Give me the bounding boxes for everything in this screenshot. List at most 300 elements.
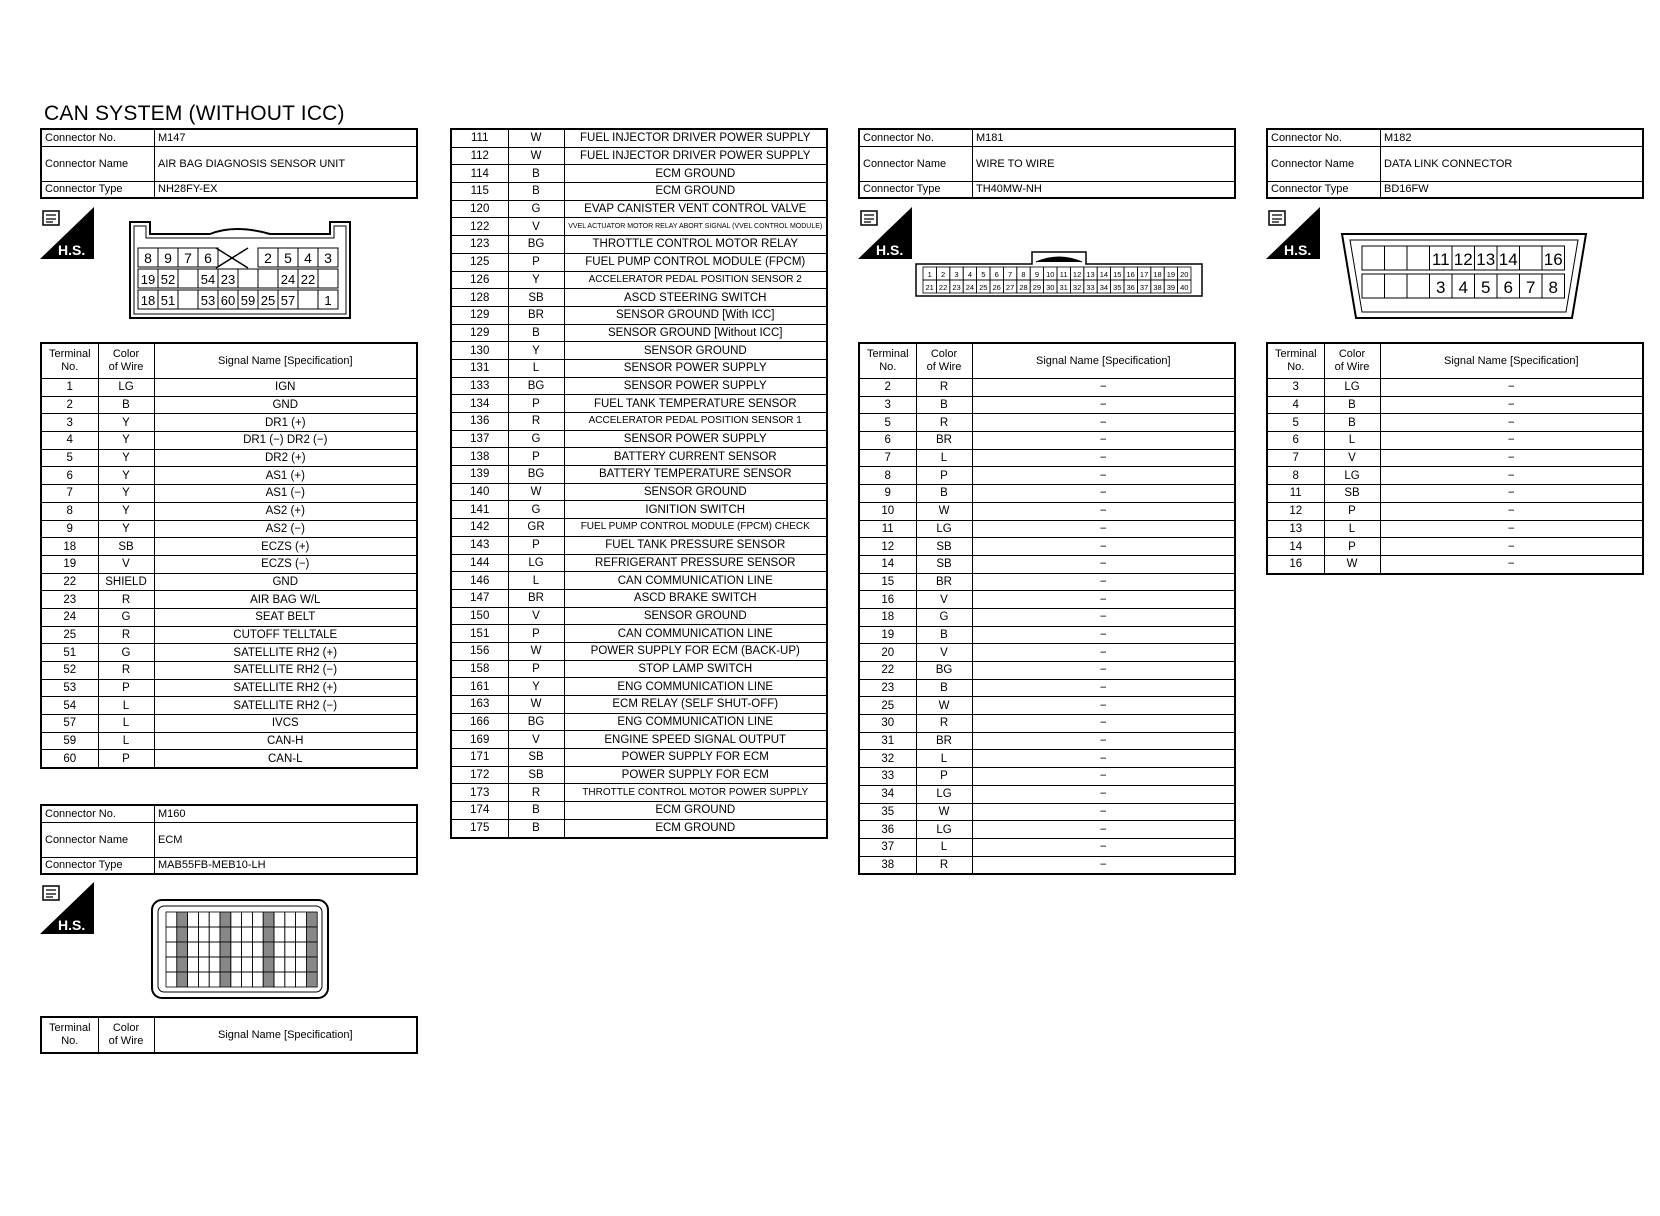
connector-no-value: M147 — [155, 129, 418, 146]
terminal-no-cell: 128 — [451, 289, 508, 307]
signal-name-cell: − — [972, 644, 1235, 662]
signal-name-cell: − — [972, 449, 1235, 467]
hs-icon — [40, 207, 94, 259]
signal-name-cell: BATTERY TEMPERATURE SENSOR — [564, 466, 827, 484]
table-row — [451, 678, 827, 696]
table-row — [451, 324, 827, 342]
wire-color-cell: L — [98, 697, 154, 715]
terminal-no-cell: 7 — [41, 485, 98, 503]
terminal-no-cell: 129 — [451, 324, 508, 342]
table-row — [1267, 414, 1643, 432]
pin-cell — [198, 912, 209, 927]
wire-color-cell: B — [916, 485, 972, 503]
terminal-no-cell: 126 — [451, 271, 508, 289]
terminal-no-cell: 9 — [41, 520, 98, 538]
pin-label: 13 — [1086, 270, 1095, 279]
pin-cell — [198, 942, 209, 957]
signal-name-cell: SENSOR GROUND [Without ICC] — [564, 324, 827, 342]
connector-no-value: M160 — [155, 805, 418, 822]
table-row — [41, 414, 417, 432]
pin-label: 9 — [164, 250, 172, 266]
connector-type-label: Connector Type — [41, 857, 155, 874]
table-row — [41, 520, 417, 538]
hs-label: H.S. — [876, 242, 904, 258]
terminal-no-cell: 12 — [1267, 502, 1324, 520]
pin-label: 60 — [220, 293, 236, 308]
signal-name-cell: − — [1380, 485, 1643, 503]
wire-color-cell: P — [508, 448, 564, 466]
pin-label: 26 — [992, 283, 1001, 292]
pin-cell — [242, 957, 253, 972]
terminal-table-m147 — [40, 342, 418, 769]
wire-color-cell: V — [916, 644, 972, 662]
signal-name-cell: BATTERY CURRENT SENSOR — [564, 448, 827, 466]
wire-color-cell: P — [98, 679, 154, 697]
terminal-no-cell: 33 — [859, 768, 916, 786]
signal-name-cell: ECZS (+) — [154, 538, 417, 556]
terminal-no-cell: 23 — [859, 679, 916, 697]
signal-name-cell: − — [1380, 538, 1643, 556]
pin-label: 8 — [1021, 270, 1026, 279]
table-row — [859, 538, 1235, 556]
wire-color-cell: P — [98, 750, 154, 768]
terminal-no-cell: 136 — [451, 413, 508, 431]
table-row — [1267, 467, 1643, 485]
pin-cell — [220, 942, 231, 957]
pin-label: 31 — [1059, 283, 1068, 292]
wire-color-cell: Y — [508, 678, 564, 696]
pin-cell — [220, 957, 231, 972]
table-row — [859, 379, 1235, 397]
pin-cell — [274, 942, 285, 957]
table-row — [451, 395, 827, 413]
signal-name-cell: − — [972, 396, 1235, 414]
connector-pins — [166, 912, 317, 987]
pin-cell — [1520, 246, 1543, 270]
signal-name-cell: CUTOFF TELLTALE — [154, 626, 417, 644]
table-row — [859, 732, 1235, 750]
pin-label: 13 — [1476, 250, 1496, 269]
pin-label: 25 — [979, 283, 988, 292]
wire-color-cell: Y — [98, 414, 154, 432]
signal-name-cell: SATELLITE RH2 (−) — [154, 697, 417, 715]
signal-name-cell: SENSOR POWER SUPPLY — [564, 359, 827, 377]
signal-name-cell: − — [972, 485, 1235, 503]
terminal-no-cell: 52 — [41, 662, 98, 680]
pin-label: 9 — [1034, 270, 1039, 279]
terminal-no-cell: 20 — [859, 644, 916, 662]
signal-name-cell: − — [972, 538, 1235, 556]
pin-cell — [166, 927, 177, 942]
wire-color-cell: L — [1324, 520, 1380, 538]
pin-cell — [263, 912, 274, 927]
table-row — [451, 466, 827, 484]
pin-cell — [177, 927, 188, 942]
pin-label: 14 — [1498, 250, 1518, 269]
signal-name-cell: THROTTLE CONTROL MOTOR POWER SUPPLY — [564, 784, 827, 802]
pin-label: 11 — [1059, 270, 1068, 279]
terminal-no-header: Terminal No. — [859, 343, 916, 379]
signal-name-cell: SENSOR GROUND — [564, 607, 827, 625]
table-row — [859, 626, 1235, 644]
terminal-no-cell: 37 — [859, 838, 916, 856]
terminal-no-cell: 54 — [41, 697, 98, 715]
wire-color-cell: V — [508, 607, 564, 625]
wire-color-cell: P — [508, 625, 564, 643]
terminal-no-cell: 112 — [451, 147, 508, 165]
terminal-no-cell: 156 — [451, 642, 508, 660]
signal-name-cell: − — [1380, 449, 1643, 467]
signal-name-cell: − — [972, 750, 1235, 768]
terminal-no-cell: 53 — [41, 679, 98, 697]
connector-info-m181 — [858, 128, 1236, 199]
signal-name-cell: SENSOR GROUND [With ICC] — [564, 306, 827, 324]
wire-color-cell: SB — [1324, 485, 1380, 503]
table-row — [859, 715, 1235, 733]
terminal-table-m160 — [450, 128, 828, 839]
pin-cell — [296, 912, 307, 927]
wire-color-cell: Y — [508, 342, 564, 360]
signal-name-cell: − — [1380, 379, 1643, 397]
wire-color-cell: R — [508, 413, 564, 431]
hs-icon — [40, 882, 94, 934]
pin-label: 7 — [184, 250, 192, 266]
signal-name-cell: SEAT BELT — [154, 608, 417, 626]
pin-label: 59 — [240, 293, 256, 308]
table-row — [451, 519, 827, 537]
terminal-no-cell: 175 — [451, 819, 508, 837]
wire-color-cell: L — [916, 750, 972, 768]
pin-label: 10 — [1046, 270, 1055, 279]
connector-name-label: Connector Name — [41, 146, 155, 181]
pin-cell — [274, 972, 285, 987]
wire-color-cell: BR — [916, 573, 972, 591]
signal-name-cell: SENSOR POWER SUPPLY — [564, 430, 827, 448]
terminal-no-cell: 163 — [451, 696, 508, 714]
pin-label: 8 — [1548, 278, 1558, 297]
pin-cell — [166, 942, 177, 957]
table-row — [451, 218, 827, 236]
pin-label: 40 — [1180, 283, 1189, 292]
table-row — [859, 750, 1235, 768]
connector-face-m182 — [1340, 232, 1588, 320]
pin-label: 28 — [1019, 283, 1028, 292]
terminal-no-header: Terminal No. — [1267, 343, 1324, 379]
terminal-no-cell: 4 — [41, 432, 98, 450]
signal-name-cell: AIR BAG W/L — [154, 591, 417, 609]
pin-label: 27 — [1005, 283, 1015, 292]
terminal-no-cell: 146 — [451, 572, 508, 590]
terminal-no-header: Terminal No. — [41, 343, 98, 379]
pin-cell — [263, 957, 274, 972]
wire-color-cell: B — [508, 165, 564, 183]
pin-label: 8 — [144, 250, 152, 266]
terminal-no-cell: 22 — [859, 662, 916, 680]
terminal-no-cell: 32 — [859, 750, 916, 768]
table-row — [859, 644, 1235, 662]
pin-label: 53 — [200, 293, 216, 308]
wire-color-cell: SB — [916, 555, 972, 573]
wire-color-cell: R — [98, 662, 154, 680]
pin-cell — [306, 957, 317, 972]
connector-type-value: NH28FY-EX — [155, 181, 418, 198]
terminal-no-cell: 123 — [451, 236, 508, 254]
signal-name-cell: ECM GROUND — [564, 802, 827, 820]
terminal-no-cell: 166 — [451, 713, 508, 731]
table-row — [859, 414, 1235, 432]
signal-name-cell: − — [1380, 467, 1643, 485]
table-row — [859, 502, 1235, 520]
signal-name-cell: − — [972, 414, 1235, 432]
table-row — [859, 520, 1235, 538]
signal-name-cell: − — [1380, 414, 1643, 432]
pin-cell — [166, 912, 177, 927]
pin-cell — [252, 972, 263, 987]
wire-color-cell: G — [508, 501, 564, 519]
terminal-no-cell: 115 — [451, 183, 508, 201]
signal-name-cell: − — [1380, 520, 1643, 538]
wire-color-cell: LG — [98, 379, 154, 397]
terminal-no-cell: 151 — [451, 625, 508, 643]
wire-color-cell: LG — [1324, 467, 1380, 485]
table-row — [451, 483, 827, 501]
pin-label: 6 — [994, 270, 999, 279]
table-row — [451, 554, 827, 572]
pin-cell — [296, 942, 307, 957]
pin-cell — [209, 972, 220, 987]
pin-cell — [285, 942, 296, 957]
pin-label: 22 — [938, 283, 948, 292]
wire-color-cell: BG — [508, 713, 564, 731]
pin-label: 18 — [1153, 270, 1162, 279]
pin-label: 5 — [981, 270, 986, 279]
signal-name-cell: ENGINE SPEED SIGNAL OUTPUT — [564, 731, 827, 749]
terminal-no-cell: 141 — [451, 501, 508, 519]
table-row — [1267, 555, 1643, 573]
signal-name-cell: ENG COMMUNICATION LINE — [564, 678, 827, 696]
wire-color-cell: LG — [1324, 379, 1380, 397]
signal-name-cell: ENG COMMUNICATION LINE — [564, 713, 827, 731]
wire-color-cell: W — [916, 803, 972, 821]
wire-color-cell: G — [508, 200, 564, 218]
wire-color-cell: R — [916, 414, 972, 432]
connector-name-label: Connector Name — [1267, 146, 1381, 181]
wire-color-cell: P — [508, 536, 564, 554]
terminal-no-cell: 171 — [451, 749, 508, 767]
table-row — [859, 838, 1235, 856]
table-row — [451, 200, 827, 218]
wire-color-cell: P — [916, 768, 972, 786]
table-row — [451, 413, 827, 431]
terminal-no-cell: 57 — [41, 715, 98, 733]
signal-name-cell: POWER SUPPLY FOR ECM — [564, 749, 827, 767]
pin-label: 2 — [264, 250, 272, 266]
wire-color-cell: G — [508, 430, 564, 448]
terminal-no-cell: 25 — [41, 626, 98, 644]
wire-color-cell: SB — [508, 289, 564, 307]
wire-color-cell: B — [916, 396, 972, 414]
table-row — [41, 750, 417, 768]
pin-label: 1 — [324, 293, 332, 308]
pin-cell — [177, 972, 188, 987]
table-row — [451, 129, 827, 147]
signal-name-cell: − — [972, 467, 1235, 485]
pin-cell — [231, 972, 242, 987]
terminal-no-cell: 5 — [859, 414, 916, 432]
wire-color-cell: B — [508, 324, 564, 342]
terminal-no-cell: 19 — [859, 626, 916, 644]
signal-name-cell: − — [1380, 396, 1643, 414]
pin-cell — [1362, 246, 1385, 270]
terminal-no-cell: 38 — [859, 856, 916, 874]
table-row — [859, 396, 1235, 414]
signal-name-cell: GND — [154, 396, 417, 414]
pin-cell — [242, 912, 253, 927]
connector-face-m147 — [128, 220, 352, 320]
terminal-no-cell: 9 — [859, 485, 916, 503]
wire-color-cell: L — [508, 572, 564, 590]
wire-color-cell: P — [1324, 502, 1380, 520]
signal-name-cell: AS1 (+) — [154, 467, 417, 485]
pin-cell — [263, 942, 274, 957]
table-row — [859, 856, 1235, 874]
terminal-no-cell: 11 — [1267, 485, 1324, 503]
pin-label: 6 — [1503, 278, 1513, 297]
terminal-no-cell: 2 — [41, 396, 98, 414]
terminal-no-cell: 24 — [41, 608, 98, 626]
terminal-no-cell: 7 — [859, 449, 916, 467]
table-row — [41, 644, 417, 662]
pin-cell — [231, 957, 242, 972]
wire-color-cell: BR — [916, 432, 972, 450]
connector-name-label: Connector Name — [859, 146, 973, 181]
table-row — [451, 359, 827, 377]
table-row — [451, 430, 827, 448]
table-row — [41, 591, 417, 609]
signal-name-cell: SENSOR POWER SUPPLY — [564, 377, 827, 395]
terminal-no-cell: 11 — [859, 520, 916, 538]
table-row — [451, 784, 827, 802]
terminal-no-cell: 147 — [451, 589, 508, 607]
signal-name-cell: SATELLITE RH2 (−) — [154, 662, 417, 680]
table-row — [451, 236, 827, 254]
terminal-no-cell: 140 — [451, 483, 508, 501]
pin-label: 16 — [1543, 250, 1563, 269]
pin-cell — [318, 269, 338, 288]
color-header: Color of Wire — [916, 343, 972, 379]
pin-label: 17 — [1139, 270, 1149, 279]
table-row — [451, 289, 827, 307]
pin-label: 23 — [220, 272, 236, 287]
pin-cell — [220, 927, 231, 942]
pin-cell — [252, 927, 263, 942]
terminal-no-cell: 35 — [859, 803, 916, 821]
wire-color-cell: P — [1324, 538, 1380, 556]
signal-name-cell: STOP LAMP SWITCH — [564, 660, 827, 678]
wire-color-cell: V — [916, 591, 972, 609]
signal-name-cell: − — [972, 838, 1235, 856]
signal-name-cell: ECZS (−) — [154, 555, 417, 573]
connector-info-m147 — [40, 128, 418, 199]
table-row — [451, 342, 827, 360]
pin-cell — [178, 269, 198, 288]
signal-name-cell: DR2 (+) — [154, 449, 417, 467]
table-row — [451, 589, 827, 607]
table-row — [41, 608, 417, 626]
terminal-no-cell: 25 — [859, 697, 916, 715]
terminal-no-cell: 125 — [451, 253, 508, 271]
terminal-no-cell: 2 — [859, 379, 916, 397]
terminal-no-cell: 16 — [859, 591, 916, 609]
table-row — [859, 803, 1235, 821]
terminal-no-cell: 1 — [41, 379, 98, 397]
pin-label: 19 — [1166, 270, 1176, 279]
pin-cell — [263, 927, 274, 942]
wire-color-cell: G — [916, 608, 972, 626]
table-row — [41, 697, 417, 715]
pin-label: 57 — [280, 293, 296, 308]
terminal-no-cell: 150 — [451, 607, 508, 625]
wire-color-cell: B — [508, 183, 564, 201]
terminal-no-cell: 111 — [451, 129, 508, 147]
signal-name-cell: − — [972, 591, 1235, 609]
wire-color-cell: R — [508, 784, 564, 802]
signal-name-cell: − — [972, 856, 1235, 874]
connector-face-m160 — [150, 898, 330, 1000]
pin-label: 19 — [140, 272, 156, 287]
terminal-no-cell: 172 — [451, 766, 508, 784]
signal-name-cell: CAN-L — [154, 750, 417, 768]
wire-color-cell: L — [1324, 432, 1380, 450]
pin-cell — [1362, 274, 1385, 298]
wire-color-cell: L — [98, 715, 154, 733]
connector-pins — [138, 248, 338, 309]
connector-name-value: AIR BAG DIAGNOSIS SENSOR UNIT — [155, 146, 418, 181]
pin-label: 11 — [1431, 250, 1450, 269]
terminal-no-cell: 16 — [1267, 555, 1324, 573]
table-row — [451, 536, 827, 554]
table-row — [451, 377, 827, 395]
table-row — [41, 449, 417, 467]
pin-cell — [166, 972, 177, 987]
wire-color-cell: V — [508, 731, 564, 749]
table-row — [451, 183, 827, 201]
table-row — [451, 696, 827, 714]
wire-color-cell: BR — [916, 732, 972, 750]
table-row — [859, 662, 1235, 680]
table-row — [859, 697, 1235, 715]
signal-name-cell: AS1 (−) — [154, 485, 417, 503]
wire-color-cell: Y — [98, 520, 154, 538]
pin-label: 3 — [324, 250, 332, 266]
signal-name-cell: − — [1380, 555, 1643, 573]
table-row — [859, 485, 1235, 503]
terminal-no-cell: 133 — [451, 377, 508, 395]
table-row — [451, 749, 827, 767]
pin-cell — [242, 972, 253, 987]
terminal-no-cell: 174 — [451, 802, 508, 820]
table-row — [859, 432, 1235, 450]
terminal-no-cell: 142 — [451, 519, 508, 537]
terminal-no-cell: 3 — [859, 396, 916, 414]
wire-color-cell: W — [508, 147, 564, 165]
signal-name-cell: CAN COMMUNICATION LINE — [564, 572, 827, 590]
signal-name-cell: ECM GROUND — [564, 819, 827, 837]
pin-label: 29 — [1032, 283, 1042, 292]
wire-color-cell: P — [508, 660, 564, 678]
signal-name-cell: FUEL PUMP CONTROL MODULE (FPCM) CHECK — [564, 519, 827, 537]
connector-type-value: MAB55FB-MEB10-LH — [155, 857, 418, 874]
